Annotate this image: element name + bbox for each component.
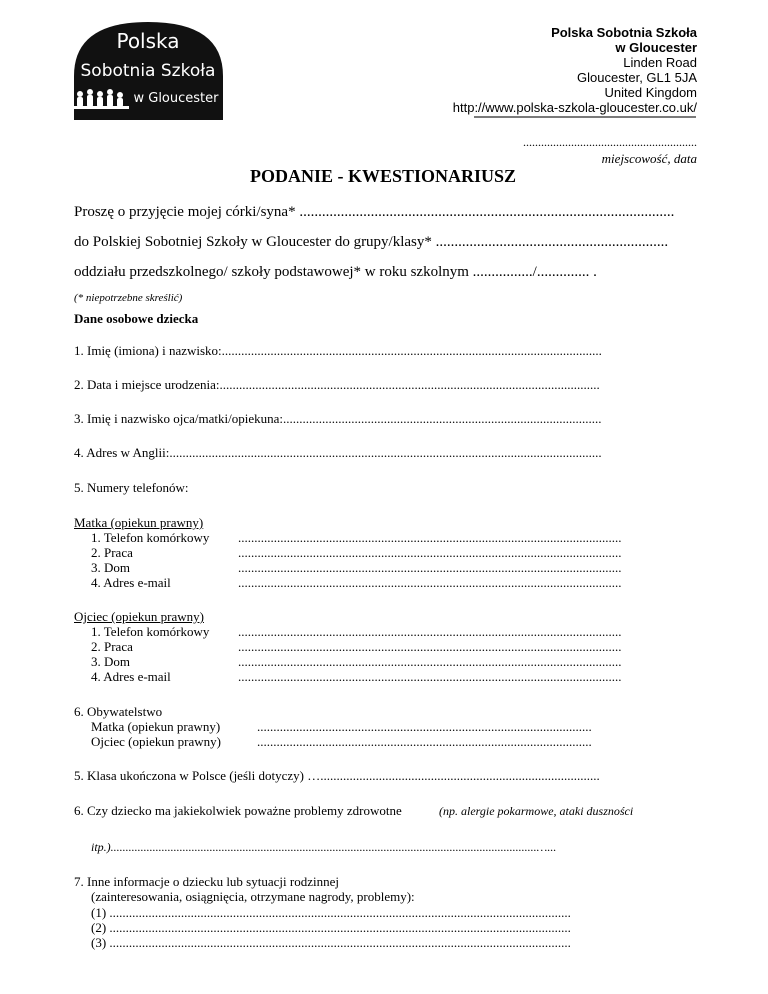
school-name-line-2: w Gloucester — [615, 40, 697, 55]
logo-line-1: Polska — [116, 29, 180, 53]
mother-item-email: 4. Adres e-mail — [91, 575, 171, 590]
father-work-input[interactable]: ...................................................................................................................... — [238, 639, 622, 654]
mother-mobile-input[interactable]: ...................................................................................................................... — [238, 530, 622, 545]
citizenship-mother-input[interactable]: ....................................................................................................... — [257, 719, 592, 734]
mother-email-input[interactable]: ...................................................................................................................... — [238, 575, 622, 590]
logo-line-3: w Gloucester — [133, 91, 219, 106]
father-item-mobile: 1. Telefon komórkowy — [91, 624, 210, 639]
other-info-sub: (zainteresowania, osiągnięcia, otrzymane nagrody, problemy): — [91, 889, 415, 904]
field-address[interactable]: 4. Adres w Anglii:..................................................................................................................................... — [74, 445, 602, 460]
city: Gloucester, GL1 5JA — [577, 70, 697, 85]
mother-item-mobile: 1. Telefon komórkowy — [91, 530, 210, 545]
logo-line-2: Sobotnia Szkoła — [80, 61, 216, 81]
section-heading: Dane osobowe dziecka — [74, 311, 199, 326]
father-item-work: 2. Praca — [91, 639, 133, 654]
intro-line-2[interactable]: do Polskiej Sobotniej Szkoły w Gloucester do grupy/klasy* .............................................................. — [74, 234, 669, 250]
mother-heading: Matka (opiekun prawny) — [74, 515, 204, 530]
country: United Kingdom — [604, 85, 697, 100]
other-info-line-2[interactable]: (2) .............................................................................................................................................. — [91, 920, 571, 935]
father-item-email: 4. Adres e-mail — [91, 669, 171, 684]
school-name-line-1: Polska Sobotnia Szkoła — [551, 25, 697, 40]
father-home-input[interactable]: ...................................................................................................................... — [238, 654, 622, 669]
page-title: PODANIE - KWESTIONARIUSZ — [250, 166, 517, 186]
mother-work-input[interactable]: ...................................................................................................................... — [238, 545, 622, 560]
intro-line-1[interactable]: Proszę o przyjęcie mojej córki/syna* .................................................................................................... — [74, 204, 675, 220]
website-link[interactable]: http://www.polska-szkola-gloucester.co.uk/ — [452, 100, 697, 115]
field-parent[interactable]: 3. Imię i nazwisko ojca/matki/opiekuna:.................................................................................................. — [74, 411, 602, 426]
field-name[interactable]: 1. Imię (imiona) i nazwisko:..................................................................................................................... — [74, 343, 602, 358]
field-health-question: 6. Czy dziecko ma jakiekolwiek poważne problemy zdrowotne — [74, 803, 402, 818]
place-date-label: miejscowość, data — [601, 151, 697, 166]
citizenship-heading: 6. Obywatelstwo — [74, 704, 163, 719]
field-phones-heading: 5. Numery telefonów: — [74, 480, 189, 495]
logo-graphic — [66, 18, 231, 120]
field-health-input[interactable]: itp.)..............................................................................................................................................…... — [91, 840, 557, 854]
intro-line-3[interactable]: oddziału przedszkolnego/ szkoły podstawowej* w roku szkolnym ................/.............. . — [74, 264, 597, 280]
field-health-note: (np. alergie pokarmowe, ataki duszności — [439, 804, 634, 818]
field-class-poland[interactable]: 5. Klasa ukończona w Polsce (jeśli dotyczy) …...................................................................................... — [74, 768, 600, 783]
school-logo — [66, 18, 231, 120]
other-info-heading: 7. Inne informacje o dziecku lub sytuacji rodzinnej — [74, 874, 339, 889]
mother-item-home: 3. Dom — [91, 560, 130, 575]
father-heading: Ojciec (opiekun prawny) — [74, 609, 204, 624]
mother-home-input[interactable]: ...................................................................................................................... — [238, 560, 622, 575]
father-email-input[interactable]: ...................................................................................................................... — [238, 669, 622, 684]
other-info-line-3[interactable]: (3) .............................................................................................................................................. — [91, 935, 571, 950]
father-item-home: 3. Dom — [91, 654, 130, 669]
citizenship-father-label: Ojciec (opiekun prawny) — [91, 734, 221, 749]
header-divider — [474, 116, 696, 118]
footnote: (* niepotrzebne skreślić) — [74, 292, 183, 304]
citizenship-father-input[interactable]: ....................................................................................................... — [257, 734, 592, 749]
other-info-line-1[interactable]: (1) .............................................................................................................................................. — [91, 905, 571, 920]
field-birth[interactable]: 2. Data i miejsce urodzenia:..................................................................................................................... — [74, 377, 600, 392]
street: Linden Road — [623, 55, 697, 70]
place-date-dots[interactable]: .......................................................... — [523, 135, 697, 149]
father-mobile-input[interactable]: ...................................................................................................................... — [238, 624, 622, 639]
citizenship-mother-label: Matka (opiekun prawny) — [91, 719, 221, 734]
mother-item-work: 2. Praca — [91, 545, 133, 560]
school-address — [453, 25, 697, 115]
